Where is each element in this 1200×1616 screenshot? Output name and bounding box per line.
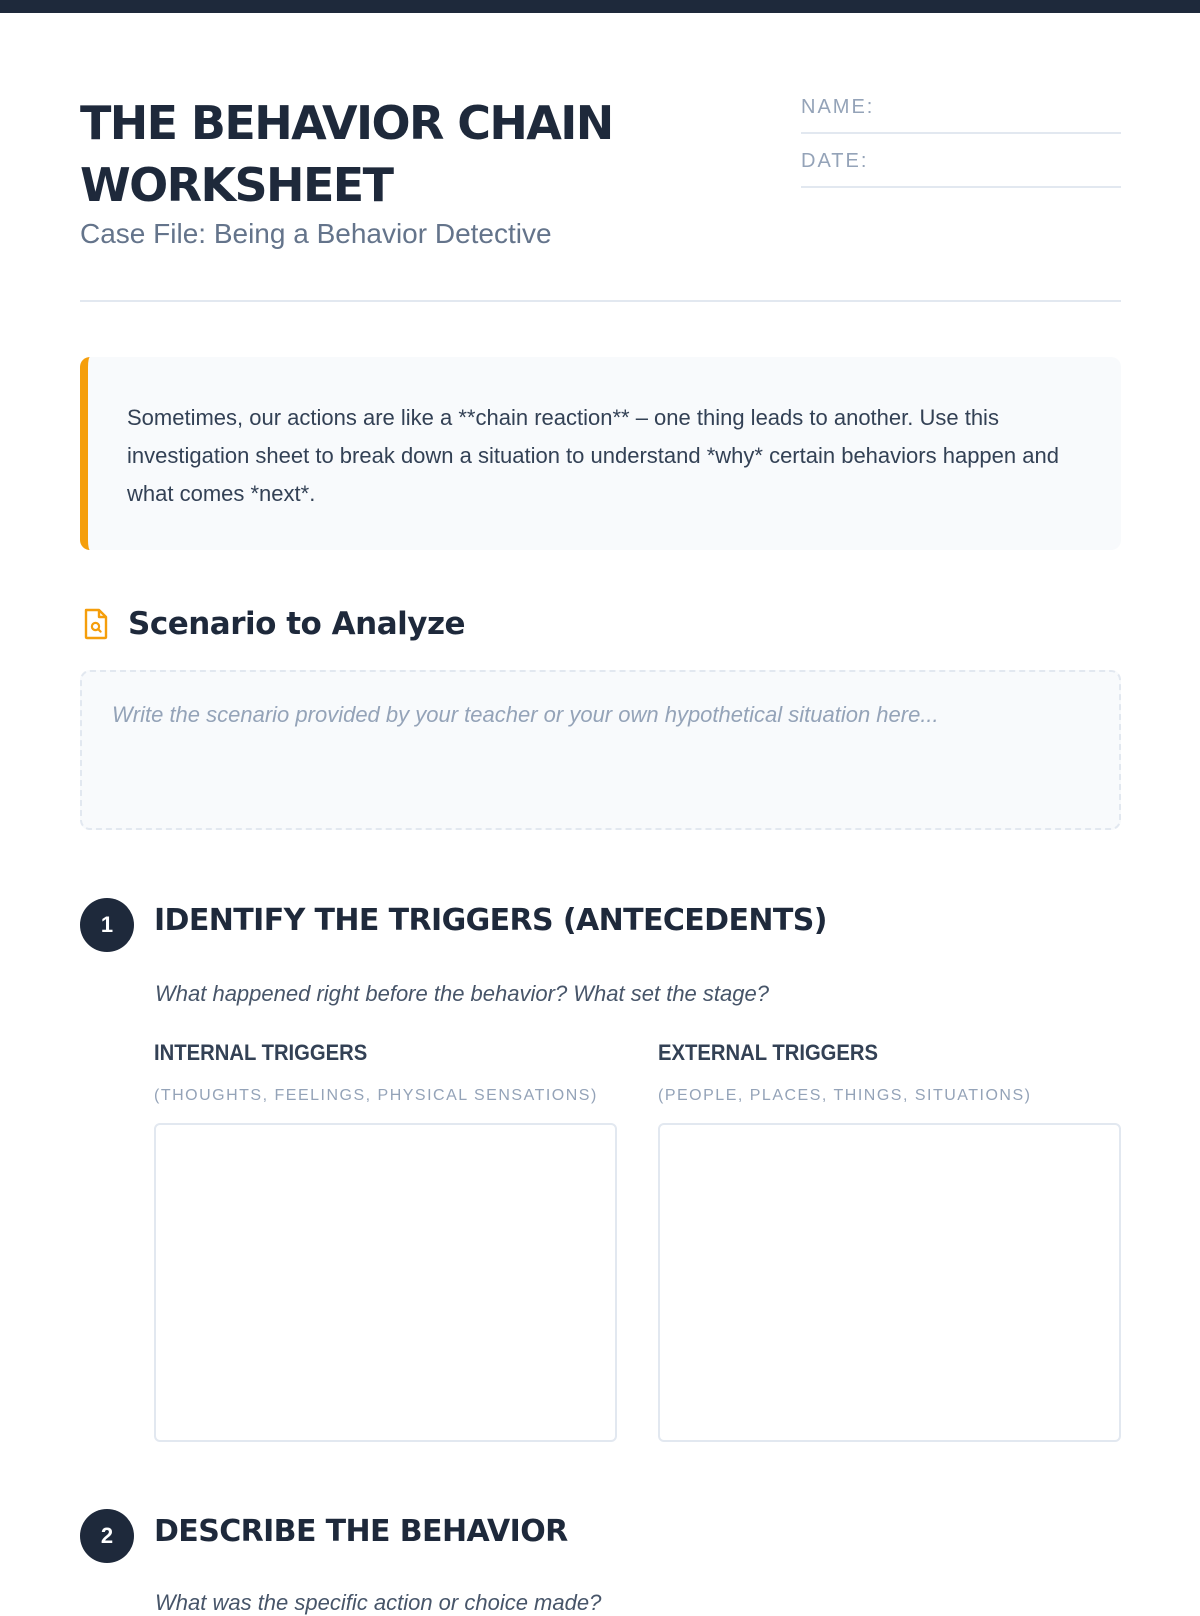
header-divider	[80, 300, 1121, 302]
internal-triggers-hint: (THOUGHTS, FEELINGS, PHYSICAL SENSATIONS)	[154, 1087, 598, 1104]
scenario-title: Scenario to Analyze	[128, 606, 466, 642]
step-2-prompt: What was the specific action or choice made?	[155, 1590, 602, 1615]
scenario-placeholder: Write the scenario provided by your teacher or your own hypothetical situation here...	[112, 702, 939, 727]
internal-triggers-input[interactable]	[154, 1123, 617, 1442]
intro-callout	[80, 357, 1121, 550]
step-2-badge: 2	[80, 1509, 134, 1563]
date-field[interactable]: DATE:	[801, 146, 1121, 188]
name-field[interactable]: NAME:	[801, 92, 1121, 134]
page-title: THE BEHAVIOR CHAIN WORKSHEET	[80, 96, 613, 212]
scenario-input[interactable]	[80, 670, 1121, 830]
step-1-prompt: What happened right before the behavior? What set the stage?	[155, 981, 769, 1006]
intro-text: Sometimes, our actions are like a **chain reaction** – one thing leads to another. Use this investigation sheet to break down a situation to understand *why* certain behaviors happen and what comes *next*.	[127, 405, 1059, 506]
file-search-icon	[80, 607, 112, 641]
step-1-title: IDENTIFY THE TRIGGERS (ANTECEDENTS)	[154, 903, 827, 938]
scenario-header	[80, 606, 465, 642]
step-1-badge: 1	[80, 898, 134, 952]
internal-triggers-label: INTERNAL TRIGGERS	[154, 1040, 368, 1065]
page-subtitle: Case File: Being a Behavior Detective	[80, 218, 552, 249]
external-triggers-label: EXTERNAL TRIGGERS	[658, 1040, 879, 1065]
step-2-title: DESCRIBE THE BEHAVIOR	[154, 1514, 568, 1549]
external-triggers-input[interactable]	[658, 1123, 1121, 1442]
external-triggers-hint: (PEOPLE, PLACES, THINGS, SITUATIONS)	[658, 1087, 1032, 1104]
student-info	[801, 92, 1121, 200]
top-accent-bar	[0, 0, 1200, 13]
